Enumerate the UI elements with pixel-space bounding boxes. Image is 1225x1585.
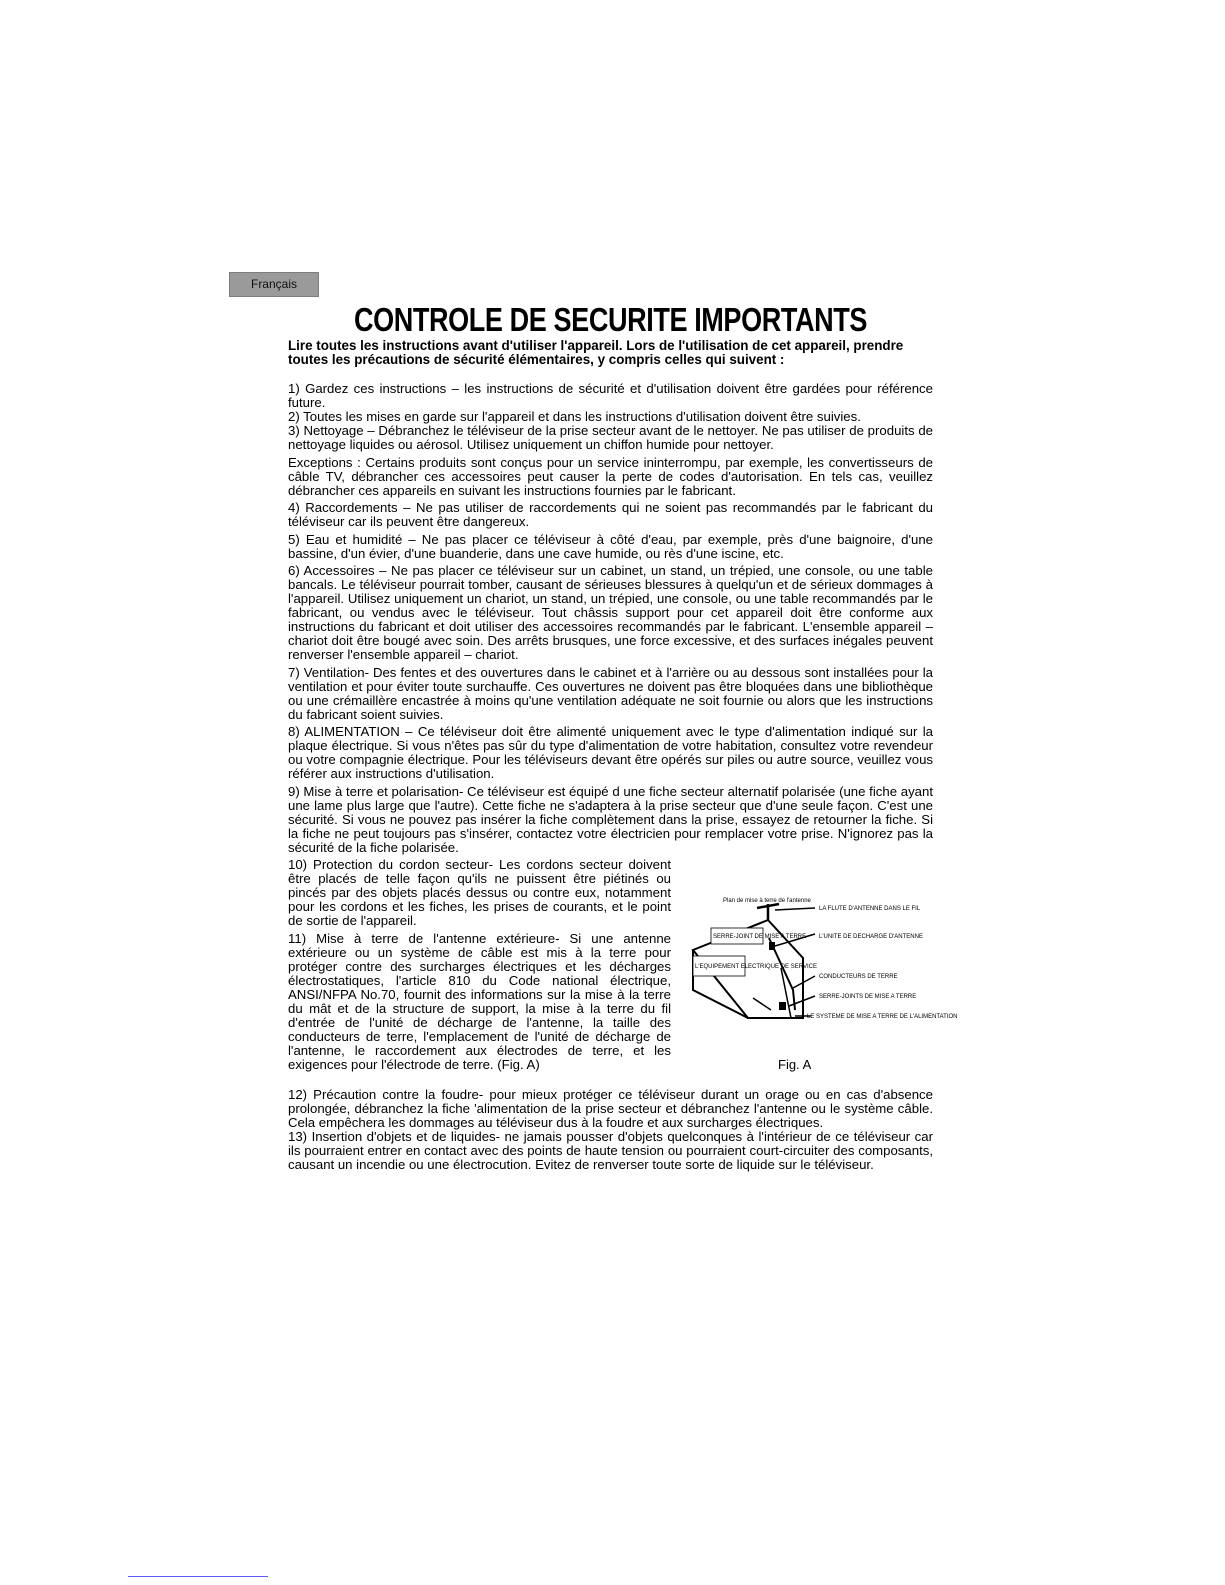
instruction-9: 9) Mise à terre et polarisation- Ce téléviseur est équipé d une fiche secteur alternatif polarisée (une fiche ayant une lame plus large que l'autre). Cette fiche ne s'adaptera à la prise secteur que d'une seule façon. C'est une sécurité. Si vous ne pouvez pas insérer la fiche complètement dans la prise, essayez de retourner la fiche. Si la fiche ne peut toujours pas s'insérer, contactez votre électricien pour remplacer votre prise. N'ignorez pas la sécurité de la fiche polarisée. xyxy=(288,783,933,855)
instruction-6: 6) Accessoires – Ne pas placer ce téléviseur sur un cabinet, un stand, un trépied, une console, ou une table bancals. Le téléviseur pourrait tomber, causant de sérieuses blessures à quelqu'un et de sérieux dommages à l'appareil. Utilisez uniquement un chariot, un stand, un trépied, une console, ou une table recommandés par le fabricant, ou vendus avec le téléviseur. Tout châssis support pour cet appareil doit être conforme aux instructions du fabricant et doit utiliser des accessoires recommandés par le fabricant. L'ensemble appareil – chariot doit être bougé avec soin. Des arrêts brusques, une force excessive, et des surfaces inégales peuvent renverser l'ensemble appareil – chariot. xyxy=(288,563,933,662)
instruction-1: 1) Gardez ces instructions – les instructions de sécurité et d'utilisation doivent être gardées pour référence future. xyxy=(288,381,933,410)
figure-caption: Fig. A xyxy=(778,1057,812,1072)
label-fil: LA FLUTE D'ANTENNE DANS LE FIL xyxy=(819,906,921,912)
instruction-11: 11) Mise à terre de l'antenne extérieure- Si une antenne extérieure ou un système de câble est mis à la terre pour protéger contre des surcharges électriques et les décharges électrostatiques, l'article 810 du Code national électrique, ANSI/NFPA No.70, fournit des informations sur la mise à la terre du mât et de la structure de support, la mise à la terre du fil d'entrée de l'unité de décharge de l'antenne, la taille des conducteurs de terre, l'emplacement de l'unité de décharge de l'antenne, le raccordement aux électrodes de terre, et les exigences pour l'électrode de terre. (Fig. A) xyxy=(288,930,671,1072)
label-equip: L'EQUIPEMENT ELECTRIQUE DE SERVICE xyxy=(695,964,817,970)
intro-paragraph: Lire toutes les instructions avant d'utiliser l'appareil. Lors de l'utilisation de cet appareil, prendre toutes les précautions de sécurité élémentaires, y compris celles qui suivent : xyxy=(288,338,904,367)
label-plan: Plan de mise à terre de l'antenne xyxy=(723,898,811,904)
instructions-list xyxy=(288,381,958,1172)
instruction-10: 10) Protection du cordon secteur- Les cordons secteur doivent être placés de telle façon qu'ils ne puissent être piétinés ou pincés par des objets placés dessus ou contre eux, notamment pour les cordons et les fiches, les prises de courants, et le point de sortie de l'appareil. xyxy=(288,857,671,928)
label-unite: L'UNITE DE DECHARGE D'ANTENNE xyxy=(819,934,923,940)
discharge-unit xyxy=(769,942,775,950)
instruction-12: 12) Précaution contre la foudre- pour mieux protéger ce téléviseur durant un orage ou en cas d'absence prolongée, débranchez la fiche 'alimentation de la prise secteur et débranchez l'antenne ou le système câble. Cela empêchera les dommages au téléviseur dus à la foudre et aux surcharges électriques. xyxy=(288,1087,933,1130)
arrow-fil xyxy=(775,908,815,910)
service-wire xyxy=(753,998,771,1010)
instruction-2: 2) Toutes les mises en garde sur l'appareil et dans les instructions d'utilisation doivent être suivies. xyxy=(288,409,861,424)
label-syst: LE SYSTEME DE MISE A TERRE DE L'ALIMENTATION xyxy=(807,1014,958,1020)
label-cond: CONDUCTEURS DE TERRE xyxy=(819,974,898,980)
instruction-8: 8) ALIMENTATION – Ce téléviseur doit être alimenté uniquement avec le type d'alimentation indiqué sur la plaque électrique. Si vous n'êtes pas sûr du type d'alimentation de votre habitation, consultez votre revendeur ou votre compagnie électrique. Pour les téléviseurs devant être opérés sur piles ou autre source, veuillez vous référer aux instructions d'utilisation. xyxy=(288,724,933,781)
instruction-7: 7) Ventilation- Des fentes et des ouvertures dans le cabinet et à l'arrière ou au dessous sont installées pour la ventilation et pour éviter toute surchauffe. Ces ouvertures ne doivent pas être bloquées dans une bibliothèque ou une crémaillère encastrée à moins qu'une ventilation adéquate ne soit fournie ou alors que les instructions du fabricant soient suivies. xyxy=(288,664,933,722)
instruction-13: 13) Insertion d'objets et de liquides- ne jamais pousser d'objets quelconques à l'intérieur de ce téléviseur car ils pourraient entrer en contact avec des points de haute tension ou pourraient court-circuiter des composants, causant un incendie ou une électrocution. Evitez de renverser toute sorte de liquide sur le téléviseur. xyxy=(288,1129,933,1172)
label-serre2: SERRE-JOINTS DE MISE A TERRE xyxy=(819,994,917,1000)
ground-clamp xyxy=(779,1002,786,1010)
figure-a xyxy=(683,898,958,1088)
instruction-3: 3) Nettoyage – Débranchez le téléviseur de la prise secteur avant de le nettoyer. Ne pas utiliser de produits de nettoyage liquides ou aérosol. Utilisez uniquement un chiffon humide pour nettoyer. xyxy=(288,423,933,452)
antenna-grounding-diagram xyxy=(683,898,958,1068)
instruction-5: 5) Eau et humidité – Ne pas placer ce téléviseur à côté d'eau, par exemple, près d'une baignoire, d'une bassine, d'un évier, d'une buanderie, dans une cave humide, ou rès d'une iscine, etc. xyxy=(288,531,933,561)
language-tab: Français xyxy=(229,272,319,297)
exceptions-note: Exceptions : Certains produits sont conçus pour un service ininterrompu, par exemple, les convertisseurs de câble TV, débrancher ces accessoires peut causer la perte de codes d'autorisation. En tels cas, veuillez débrancher ces appareils en suivant les instructions fournies par le fabricant. xyxy=(288,454,933,498)
label-serre1: SERRE-JOINT DE MISE A TERRE xyxy=(713,934,807,940)
instruction-4: 4) Raccordements – Ne pas utiliser de raccordements qui ne soient pas recommandés par le fabricant du téléviseur car ils peuvent être dangereux. xyxy=(288,500,933,529)
page-title: CONTROLE DE SECURITE IMPORTANTS xyxy=(354,301,867,338)
footer-underline xyxy=(128,1576,268,1577)
